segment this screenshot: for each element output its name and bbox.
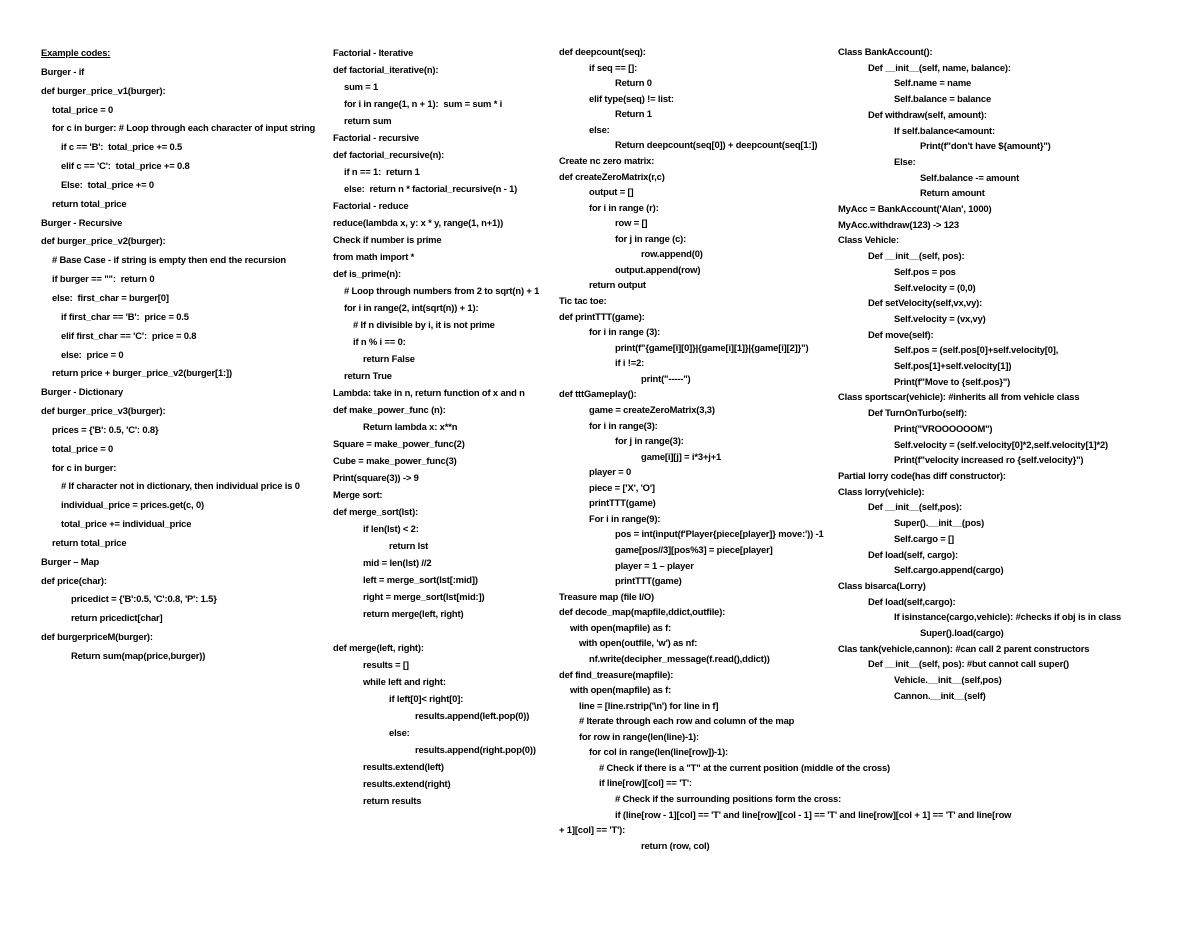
code-line: sum = 1 bbox=[344, 81, 379, 92]
code-line: Self.name = name bbox=[894, 77, 972, 89]
code-line: return pricedict[char] bbox=[71, 612, 163, 624]
code-line: elif type(seq) != list: bbox=[589, 92, 674, 104]
code-line: for i in range(2, int(sqrt(n)) + 1): bbox=[344, 302, 479, 313]
code-line: def decode_map(mapfile,ddict,outfile): bbox=[559, 606, 726, 618]
code-line: game[i][j] = i*3+j+1 bbox=[641, 450, 722, 462]
code-line: from math import * bbox=[333, 251, 415, 262]
code-line: else: return n * factorial_recursive(n - 1) bbox=[344, 183, 518, 194]
code-line: left = merge_sort(lst[:mid]) bbox=[363, 574, 478, 585]
code-line: individual_price = prices.get(c, 0) bbox=[61, 499, 204, 511]
code-line: else: bbox=[589, 123, 610, 135]
code-line: return total_price bbox=[52, 536, 127, 548]
code-line: Super().__init__(pos) bbox=[894, 517, 985, 529]
section-heading: Create nc zero matrix: bbox=[559, 154, 655, 166]
code-line: Self.pos = (self.pos[0]+self.velocity[0], bbox=[894, 344, 1059, 356]
code-line: row = [] bbox=[615, 217, 648, 229]
code-line: game = createZeroMatrix(3,3) bbox=[589, 403, 715, 415]
code-line: for j in range(3): bbox=[615, 435, 684, 447]
code-line: if n == 1: return 1 bbox=[344, 166, 420, 177]
code-line: Print(square(3)) -> 9 bbox=[333, 472, 419, 483]
code-line: output = [] bbox=[589, 186, 634, 198]
column-classes bbox=[838, 44, 1158, 704]
code-line: for c in burger: # Loop through each character of input string bbox=[52, 122, 316, 134]
code-line: print(f"{game[i][0]}|{game[i][1]}|{game[i][2]}") bbox=[615, 341, 809, 353]
code-line: elif first_char == 'C': price = 0.8 bbox=[61, 329, 197, 341]
code-line: def burgerpriceM(burger): bbox=[41, 631, 153, 643]
code-line: Self.balance -= amount bbox=[920, 171, 1020, 183]
code-line: piece = ['X', 'O'] bbox=[589, 481, 655, 493]
code-line: prices = {'B': 0.5, 'C': 0.8} bbox=[52, 423, 159, 435]
code-line: for col in range(len(line[row])-1): bbox=[589, 746, 729, 758]
section-heading: Factorial - Iterative bbox=[333, 47, 414, 58]
code-line: with open(mapfile) as f: bbox=[570, 684, 672, 696]
code-line: Return lambda x: x**n bbox=[363, 421, 458, 432]
code-line: If isinstance(cargo,vehicle): #checks if obj is in class bbox=[894, 611, 1122, 623]
code-line: Print("VROOOOOOM") bbox=[894, 422, 993, 434]
code-line: MyAcc.withdraw(123) -> 123 bbox=[838, 218, 959, 230]
code-line: elif c == 'C': total_price += 0.8 bbox=[61, 160, 190, 172]
code-line: Class Vehicle: bbox=[838, 234, 899, 246]
code-line: results.append(right.pop(0)) bbox=[415, 744, 536, 755]
code-line: return results bbox=[363, 795, 422, 806]
code-line: def burger_price_v2(burger): bbox=[41, 235, 166, 247]
code-line: Class sportscar(vehicle): #inherits all from vehicle class bbox=[838, 391, 1080, 403]
code-line: if left[0]< right[0]: bbox=[389, 693, 464, 704]
code-line: Self.velocity = (0,0) bbox=[894, 281, 976, 293]
code-line: Self.cargo = [] bbox=[894, 532, 955, 544]
code-line: Return amount bbox=[920, 187, 985, 199]
code-line: Def load(self, cargo): bbox=[868, 548, 958, 560]
code-line: else: price = 0 bbox=[61, 348, 124, 360]
section-heading: Burger - if bbox=[41, 65, 85, 77]
code-line: Self.velocity = (vx,vy) bbox=[894, 312, 986, 324]
section-heading: Burger - Recursive bbox=[41, 216, 123, 228]
code-line: printTTT(game) bbox=[615, 575, 682, 587]
code-line: def factorial_recursive(n): bbox=[333, 149, 445, 160]
section-heading: Factorial - recursive bbox=[333, 132, 419, 143]
section-heading: Burger - Dictionary bbox=[41, 386, 124, 398]
code-line: return price + burger_price_v2(burger[1:]) bbox=[52, 367, 232, 379]
code-line: return False bbox=[363, 353, 415, 364]
code-line: Class bisarca(Lorry) bbox=[838, 579, 926, 591]
code-line: game[pos//3][pos%3] = piece[player] bbox=[615, 544, 773, 555]
code-line: if burger == "": return 0 bbox=[52, 273, 155, 285]
code-line: row.append(0) bbox=[641, 248, 703, 260]
code-line: Square = make_power_func(2) bbox=[333, 438, 465, 449]
code-line: if c == 'B': total_price += 0.5 bbox=[61, 141, 183, 153]
code-line: reduce(lambda x, y: x * y, range(1, n+1)) bbox=[333, 217, 504, 228]
code-line: Self.cargo.append(cargo) bbox=[894, 564, 1004, 576]
code-line: Return 0 bbox=[615, 77, 652, 89]
code-line: Clas tank(vehicle,cannon): #can call 2 parent constructors bbox=[838, 642, 1090, 654]
column-factorial-prime-merge bbox=[333, 44, 558, 809]
code-line: def deepcount(seq): bbox=[559, 46, 646, 57]
code-line: Print(f"velocity increased ro {self.velocity}") bbox=[894, 454, 1084, 466]
code-line: Self.velocity = (self.velocity[0]*2,self.velocity[1]*2) bbox=[894, 438, 1108, 450]
code-line: Def __init__(self,pos): bbox=[868, 501, 962, 513]
code-line: # Check if the surrounding positions form the cross: bbox=[615, 793, 842, 804]
code-line: Print(f"don't have ${amount}") bbox=[920, 140, 1051, 152]
code-line: Else: total_price += 0 bbox=[61, 178, 154, 190]
code-line: if i !=2: bbox=[615, 357, 645, 369]
code-line: for i in range(1, n + 1): sum = sum * i bbox=[344, 98, 503, 109]
heading-example-codes: Example codes: bbox=[41, 47, 111, 58]
code-line: def createZeroMatrix(r,c) bbox=[559, 170, 665, 182]
code-line: Super().load(cargo) bbox=[920, 627, 1004, 639]
code-line: # If character not in dictionary, then individual price is 0 bbox=[61, 480, 300, 492]
code-line: def price(char): bbox=[41, 574, 107, 586]
code-line: return merge(left, right) bbox=[363, 608, 464, 619]
section-heading: Lambda: take in n, return function of x and n bbox=[333, 387, 525, 398]
code-line: for c in burger: bbox=[52, 461, 117, 473]
code-line: for i in range (3): bbox=[589, 326, 661, 338]
code-line: return total_price bbox=[52, 197, 127, 209]
code-line: results.append(left.pop(0)) bbox=[415, 710, 530, 721]
code-line: Cube = make_power_func(3) bbox=[333, 455, 457, 466]
code-line: results.extend(left) bbox=[363, 761, 444, 772]
code-line: return lst bbox=[389, 540, 429, 551]
section-heading: Factorial - reduce bbox=[333, 200, 409, 211]
code-line: def factorial_iterative(n): bbox=[333, 64, 439, 75]
code-line: total_price = 0 bbox=[52, 442, 114, 454]
code-line: Print(f"Move to {self.pos}") bbox=[894, 375, 1011, 387]
code-line: if (line[row - 1][col] == 'T' and line[row][col - 1] == 'T' and line[row][col + 1] == 'T' and line[row bbox=[615, 808, 1012, 820]
code-line: def printTTT(game): bbox=[559, 310, 645, 322]
code-line: MyAcc = BankAccount('Alan', 1000) bbox=[838, 203, 992, 215]
section-heading: Tic tac toe: bbox=[559, 295, 607, 306]
code-line: Class BankAccount(): bbox=[838, 46, 933, 57]
code-line: while left and right: bbox=[363, 676, 446, 687]
code-line: pricedict = {'B':0.5, 'C':0.8, 'P': 1.5} bbox=[71, 593, 217, 605]
code-line: Def setVelocity(self,vx,vy): bbox=[868, 297, 983, 309]
code-line: results = [] bbox=[363, 659, 409, 670]
code-line: Self.balance = balance bbox=[894, 93, 992, 105]
code-line: Self.pos[1]+self.velocity[1]) bbox=[894, 360, 1012, 372]
code-line: # If n divisible by i, it is not prime bbox=[353, 319, 495, 330]
code-line: if len(lst) < 2: bbox=[363, 523, 419, 534]
section-heading: Burger – Map bbox=[41, 555, 100, 567]
section-heading: Partial lorry code(has diff constructor): bbox=[838, 469, 1006, 481]
code-line: return sum bbox=[344, 115, 392, 126]
code-line: Def move(self): bbox=[868, 328, 934, 340]
code-line: mid = len(lst) //2 bbox=[363, 557, 432, 568]
code-line: Def __init__(self, pos): #but cannot call super() bbox=[868, 658, 1070, 670]
code-line: right = merge_sort(lst[mid:]) bbox=[363, 591, 485, 602]
code-line: Vehicle.__init__(self,pos) bbox=[894, 674, 1002, 686]
code-line: Return deepcount(seq[0]) + deepcount(seq[1:]) bbox=[615, 139, 818, 151]
code-line: with open(mapfile) as f: bbox=[570, 621, 672, 633]
code-line: return True bbox=[344, 370, 392, 381]
code-line: Def __init__(self, name, balance): bbox=[868, 61, 1011, 73]
code-line: nf.write(decipher_message(f.read(),ddict)) bbox=[589, 652, 770, 664]
code-line: def tttGameplay(): bbox=[559, 388, 637, 400]
code-line: total_price = 0 bbox=[52, 103, 114, 115]
code-line: Self.pos = pos bbox=[894, 265, 956, 277]
code-line: def merge(left, right): bbox=[333, 642, 424, 653]
code-line: Class lorry(vehicle): bbox=[838, 485, 925, 497]
code-line: For i in range(9): bbox=[589, 512, 661, 524]
spacer bbox=[333, 622, 558, 639]
code-line: for i in range (r): bbox=[589, 201, 659, 213]
code-line: player = 1 – player bbox=[615, 559, 694, 571]
code-line: + 1][col] == 'T'): bbox=[559, 824, 626, 836]
code-line: Return 1 bbox=[615, 108, 652, 120]
code-line: for i in range(3): bbox=[589, 419, 658, 431]
code-line: If self.balance<amount: bbox=[894, 124, 996, 136]
code-line: Def withdraw(self, amount): bbox=[868, 108, 987, 120]
code-line: line = [line.rstrip('\n') for line in f] bbox=[579, 699, 719, 711]
code-line: Cannon.__init__(self) bbox=[894, 689, 986, 701]
code-line: player = 0 bbox=[589, 466, 632, 478]
code-line: def burger_price_v3(burger): bbox=[41, 405, 166, 417]
code-line: # Loop through numbers from 2 to sqrt(n) + 1 bbox=[344, 285, 540, 296]
code-line: Def __init__(self, pos): bbox=[868, 250, 965, 262]
section-heading: Merge sort: bbox=[333, 489, 383, 500]
code-line: return output bbox=[589, 279, 646, 291]
code-line: printTTT(game) bbox=[589, 497, 656, 509]
code-line: results.extend(right) bbox=[363, 778, 451, 789]
code-line: Def load(self,cargo): bbox=[868, 595, 956, 607]
code-line: def burger_price_v1(burger): bbox=[41, 84, 166, 96]
code-line: output.append(row) bbox=[615, 263, 701, 275]
code-line: for row in range(len(line)-1): bbox=[579, 730, 699, 742]
section-heading: Check if number is prime bbox=[333, 234, 442, 245]
column-burger-examples bbox=[41, 44, 331, 666]
code-line: # Iterate through each row and column of the map bbox=[579, 715, 795, 727]
code-line: if line[row][col] == 'T': bbox=[599, 777, 692, 789]
code-line: print("-----") bbox=[641, 372, 691, 384]
code-line: else: bbox=[389, 727, 410, 738]
code-line: Return sum(map(price,burger)) bbox=[71, 650, 206, 661]
code-line: total_price += individual_price bbox=[61, 518, 192, 530]
code-line: for j in range (c): bbox=[615, 232, 687, 244]
code-line: def is_prime(n): bbox=[333, 268, 401, 279]
code-line: def find_treasure(mapfile): bbox=[559, 668, 674, 680]
code-line: # Check if there is a "T" at the current position (middle of the cross) bbox=[599, 761, 891, 773]
code-line: with open(outfile, 'w') as nf: bbox=[579, 637, 698, 649]
code-line: # Base Case - if string is empty then end the recursion bbox=[52, 254, 287, 266]
code-line: Def TurnOnTurbo(self): bbox=[868, 407, 967, 419]
code-line: else: first_char = burger[0] bbox=[52, 291, 169, 303]
code-line: if n % i == 0: bbox=[353, 336, 406, 347]
code-line: def make_power_func (n): bbox=[333, 404, 446, 415]
code-line: if seq == []: bbox=[589, 61, 638, 73]
code-line: pos = int(input(f'Player{piece[player]} move:')) -1 bbox=[615, 528, 824, 540]
section-heading: Treasure map (file I/O) bbox=[559, 590, 655, 602]
code-line: if first_char == 'B': price = 0.5 bbox=[61, 310, 189, 322]
code-line: def merge_sort(lst): bbox=[333, 506, 419, 517]
code-line: Else: bbox=[894, 155, 916, 167]
code-line: return (row, col) bbox=[641, 839, 710, 851]
